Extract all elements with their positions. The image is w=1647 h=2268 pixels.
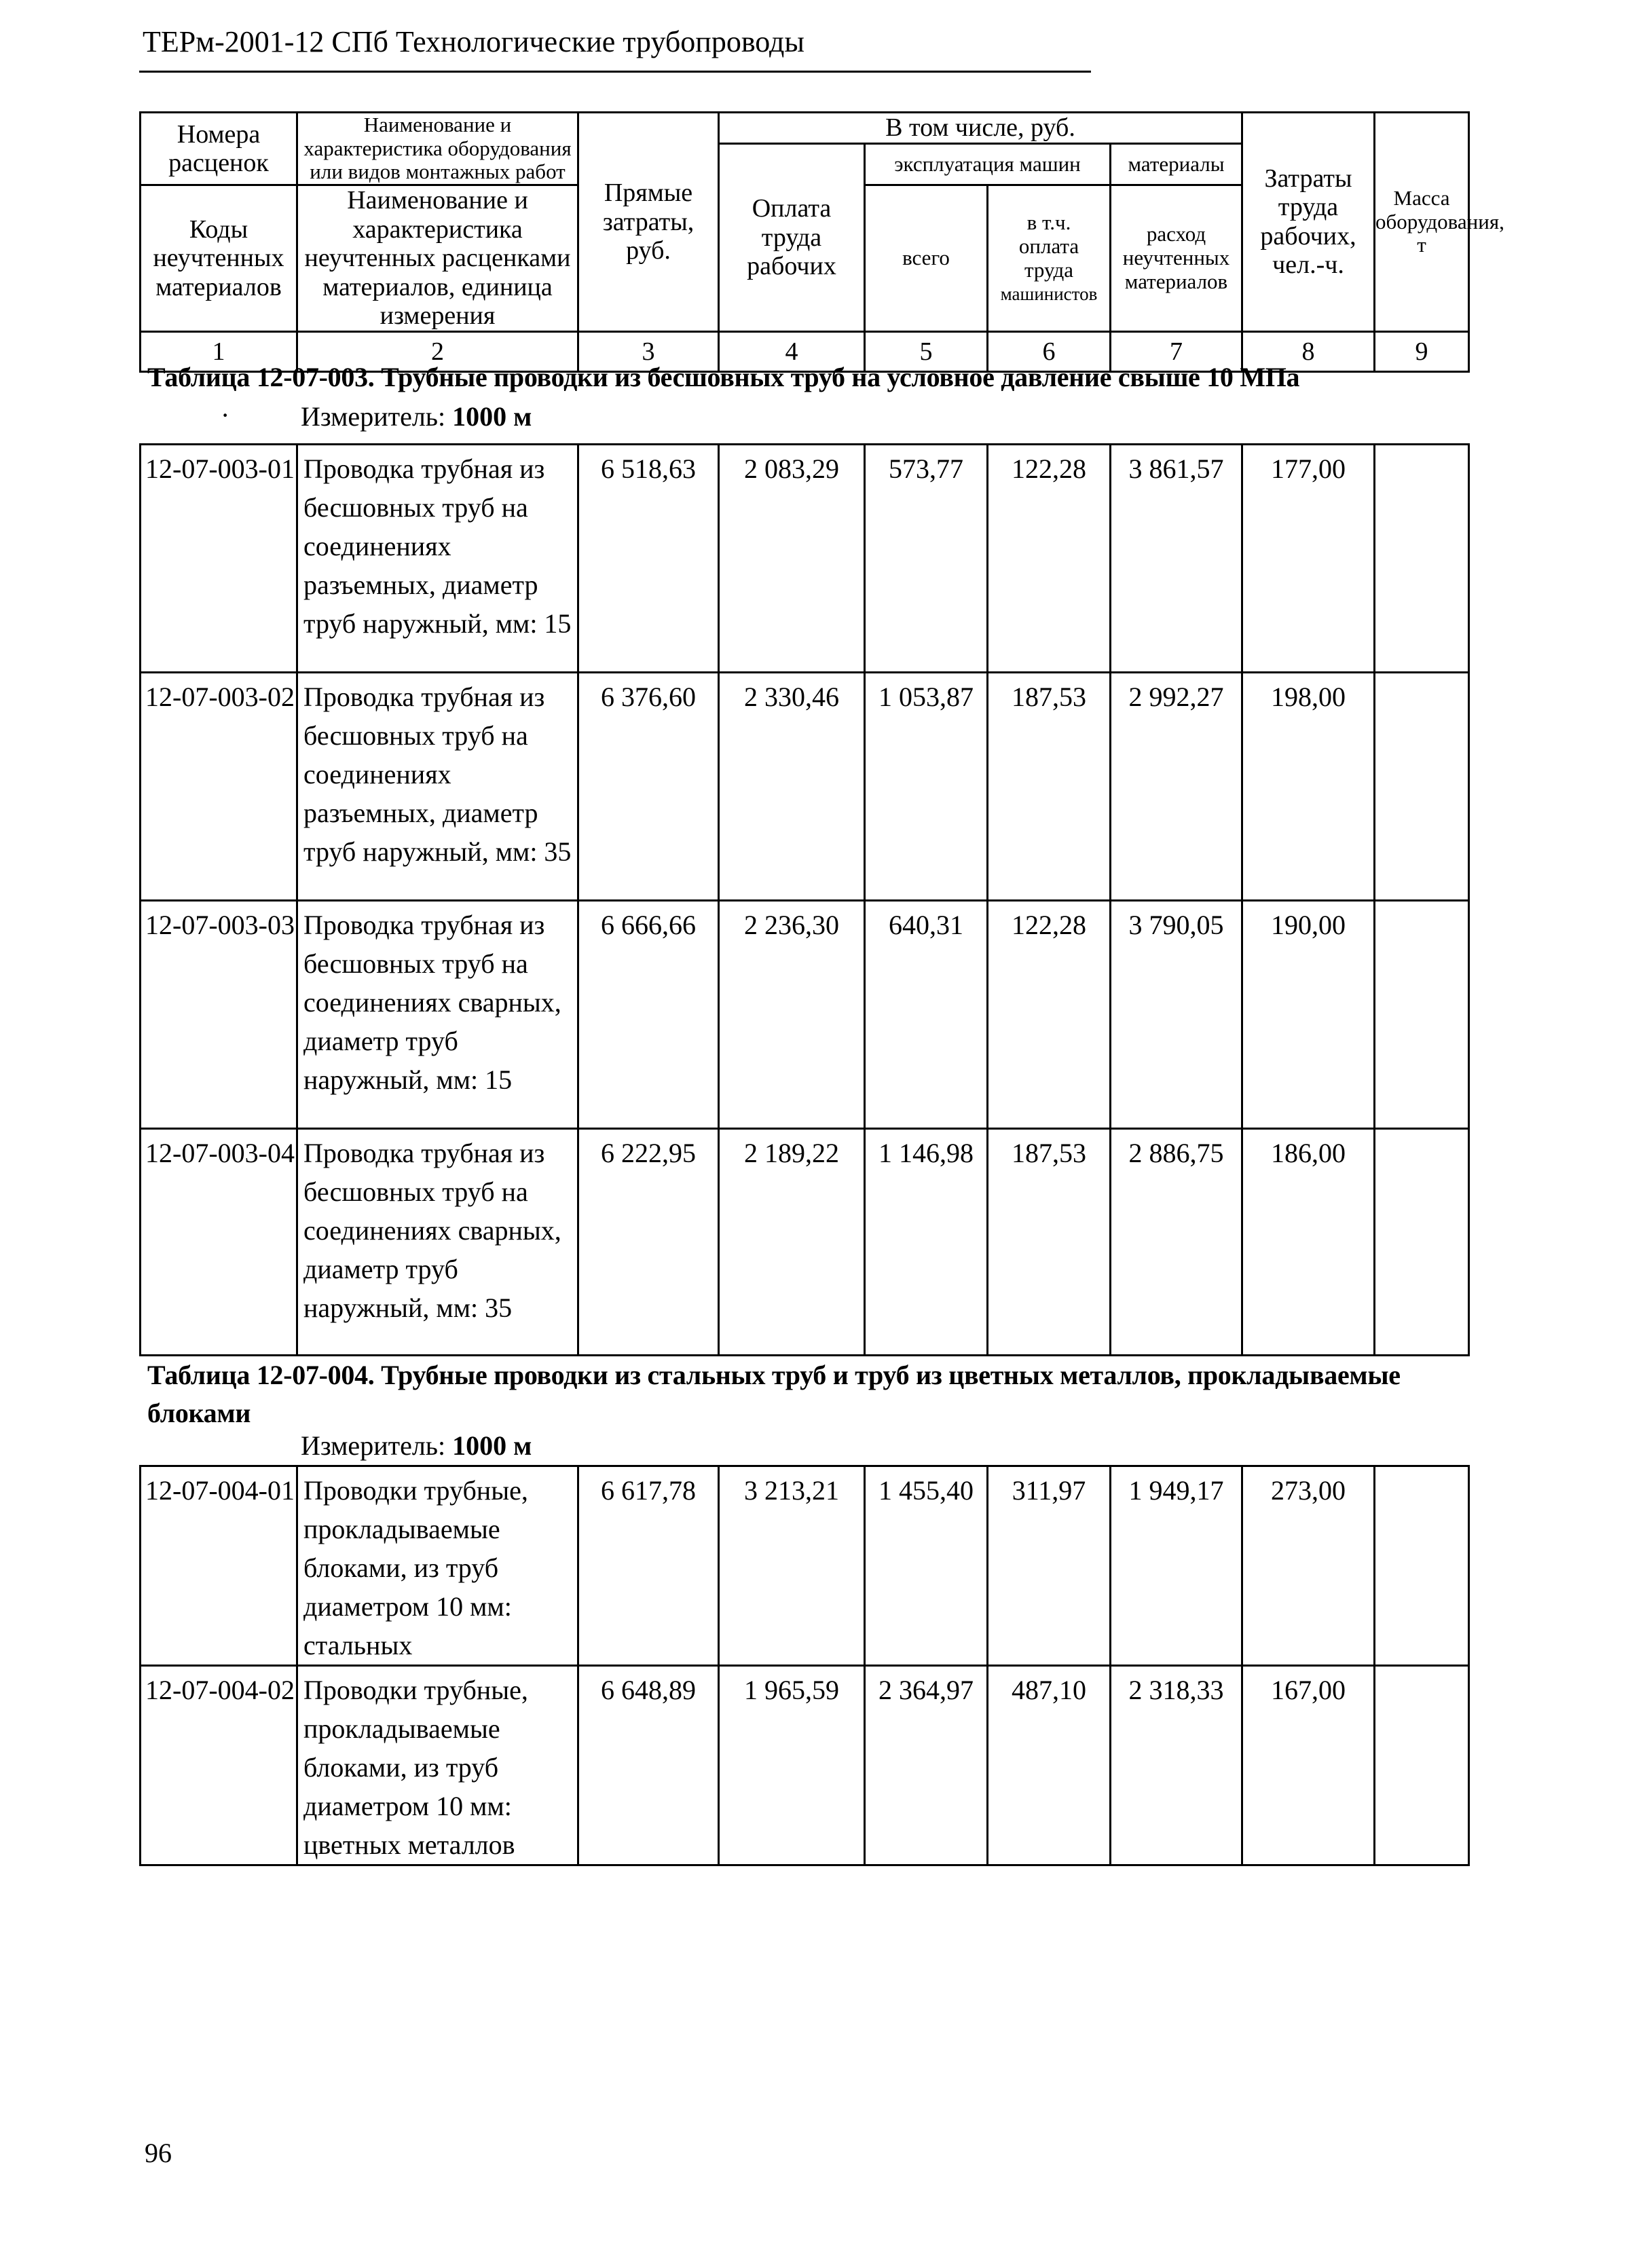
worker-pay: 2 236,30 (719, 901, 865, 1129)
header-including-group: В том числе, руб. (719, 113, 1242, 144)
bullet-mark: · (221, 400, 230, 430)
labor-hours: 198,00 (1242, 673, 1375, 901)
meter-label: Измеритель: (301, 1430, 446, 1461)
header-uncounted-materials: расход неучтенных материалов (1111, 185, 1242, 332)
table-caption (147, 1356, 1471, 1432)
work-name: Проводка трубная из бесшовных труб на соединениях сварных, диаметр труб наружный, мм: 35 (297, 1129, 578, 1356)
header-col-number: 2 (297, 331, 578, 371)
materials-cost: 2 992,27 (1111, 673, 1242, 901)
materials-cost: 3 790,05 (1111, 901, 1242, 1129)
data-table-12-07-003 (139, 443, 1470, 1356)
operator-pay: 487,10 (988, 1666, 1111, 1865)
machines-total: 573,77 (865, 445, 988, 673)
header-operator-pay (988, 185, 1111, 332)
header-col-number: 3 (578, 331, 719, 371)
header-operator-pay-text: в т.ч. оплата труда машинистов (1000, 210, 1098, 305)
worker-pay: 2 189,22 (719, 1129, 865, 1356)
direct-costs: 6 666,66 (578, 901, 719, 1129)
table-caption-text: Таблица 12-07-004. Трубные проводки из стальных труб и труб из цветных металлов, прокладываемые блоками (147, 1360, 1401, 1428)
operator-pay: 187,53 (988, 1129, 1111, 1356)
equipment-mass (1375, 445, 1469, 673)
table-row (141, 901, 1469, 1129)
meter-value: 1000 м (452, 401, 532, 432)
header-col-number: 8 (1242, 331, 1375, 371)
header-col-number: 5 (865, 331, 988, 371)
meter-value: 1000 м (452, 1430, 532, 1461)
page-number: 96 (145, 2138, 172, 2168)
machines-total: 1 455,40 (865, 1466, 988, 1666)
header-col-number: 7 (1111, 331, 1242, 371)
direct-costs: 6 376,60 (578, 673, 719, 901)
direct-costs: 6 617,78 (578, 1466, 719, 1666)
labor-hours: 186,00 (1242, 1129, 1375, 1356)
header-uncounted-name: Наименование и характеристика неучтенных расценками материалов, единица измерения (297, 185, 578, 332)
operator-pay: 311,97 (988, 1466, 1111, 1666)
header-rate-numbers: Номера расценок (141, 113, 297, 185)
equipment-mass (1375, 673, 1469, 901)
worker-pay: 2 083,29 (719, 445, 865, 673)
machines-total: 1 146,98 (865, 1129, 988, 1356)
operator-pay: 122,28 (988, 445, 1111, 673)
header-machines-total: всего (865, 185, 988, 332)
header-direct-costs: Прямые затраты, руб. (578, 113, 719, 332)
worker-pay: 1 965,59 (719, 1666, 865, 1865)
table-row (141, 1466, 1469, 1666)
machines-total: 2 364,97 (865, 1666, 988, 1865)
meter-line (301, 401, 532, 432)
worker-pay: 3 213,21 (719, 1466, 865, 1666)
operator-pay: 187,53 (988, 673, 1111, 901)
labor-hours: 177,00 (1242, 445, 1375, 673)
running-head: ТЕРм-2001-12 СПб Технологические трубопроводы (143, 25, 804, 58)
header-equipment-mass: Масса оборудования, т (1375, 113, 1469, 332)
rate-code: 12-07-003-03 (141, 901, 297, 1129)
header-work-name: Наименование и характеристика оборудования или видов монтажных работ (297, 113, 578, 185)
rate-code: 12-07-003-04 (141, 1129, 297, 1356)
table-row (141, 1129, 1469, 1356)
header-labor-hours: Затраты труда рабочих, чел.-ч. (1242, 113, 1375, 332)
materials-cost: 3 861,57 (1111, 445, 1242, 673)
table-caption: Таблица 12-07-003. Трубные проводки из бесшовных труб на условное давление свыше 10 МПа (147, 362, 1300, 392)
header-machine-operation: эксплуатация машин (865, 144, 1111, 185)
work-name: Проводка трубная из бесшовных труб на соединениях сварных, диаметр труб наружный, мм: 15 (297, 901, 578, 1129)
column-header-table (139, 111, 1504, 373)
worker-pay: 2 330,46 (719, 673, 865, 901)
direct-costs: 6 518,63 (578, 445, 719, 673)
rate-code: 12-07-003-02 (141, 673, 297, 901)
equipment-mass (1375, 1666, 1469, 1865)
header-materials: материалы (1111, 144, 1242, 185)
header-col-number: 4 (719, 331, 865, 371)
work-name: Проводка трубная из бесшовных труб на соединениях разъемных, диаметр труб наружный, мм: 35 (297, 673, 578, 901)
header-rule (139, 71, 1091, 73)
work-name: Проводка трубная из бесшовных труб на соединениях разъемных, диаметр труб наружный, мм: 15 (297, 445, 578, 673)
labor-hours: 190,00 (1242, 901, 1375, 1129)
header-uncounted-codes: Коды неучтенных материалов (141, 185, 297, 332)
machines-total: 640,31 (865, 901, 988, 1129)
header-worker-pay: Оплата труда рабочих (719, 144, 865, 332)
header-col-number: 9 (1375, 331, 1469, 371)
materials-cost: 1 949,17 (1111, 1466, 1242, 1666)
data-table-12-07-004 (139, 1465, 1470, 1866)
work-name: Проводки трубные, прокладываемые блоками, из труб диаметром 10 мм: цветных металлов (297, 1666, 578, 1865)
rate-code: 12-07-004-02 (141, 1666, 297, 1865)
table-row (141, 1666, 1469, 1865)
equipment-mass (1375, 1129, 1469, 1356)
header-col-number: 6 (988, 331, 1111, 371)
work-name: Проводки трубные, прокладываемые блоками, из труб диаметром 10 мм: стальных (297, 1466, 578, 1666)
equipment-mass (1375, 1466, 1469, 1666)
materials-cost: 2 318,33 (1111, 1666, 1242, 1865)
machines-total: 1 053,87 (865, 673, 988, 901)
table-row (141, 673, 1469, 901)
equipment-mass (1375, 901, 1469, 1129)
meter-line (301, 1430, 532, 1462)
labor-hours: 273,00 (1242, 1466, 1375, 1666)
rate-code: 12-07-003-01 (141, 445, 297, 673)
materials-cost: 2 886,75 (1111, 1129, 1242, 1356)
rate-code: 12-07-004-01 (141, 1466, 297, 1666)
header-col-number: 1 (141, 331, 297, 371)
direct-costs: 6 222,95 (578, 1129, 719, 1356)
direct-costs: 6 648,89 (578, 1666, 719, 1865)
labor-hours: 167,00 (1242, 1666, 1375, 1865)
table-row (141, 445, 1469, 673)
meter-label: Измеритель: (301, 401, 446, 432)
operator-pay: 122,28 (988, 901, 1111, 1129)
